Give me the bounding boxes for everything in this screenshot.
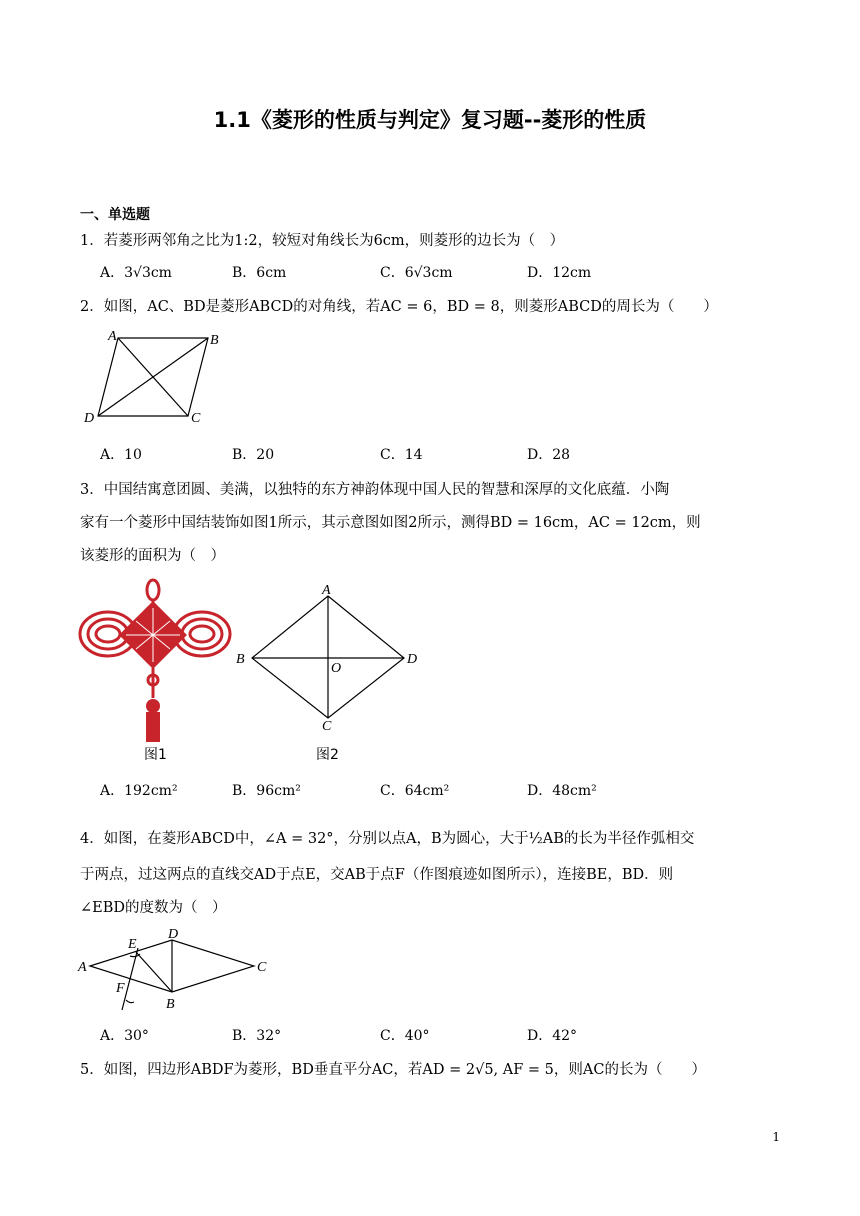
label-c: C xyxy=(191,411,201,426)
q3-option-a: A．192cm² xyxy=(100,783,178,799)
question-3-line3: 该菱形的面积为（ ） xyxy=(80,548,225,564)
question-2-text: 如图，AC、BD是菱形ABCD的对角线，若AC = 6，BD = 8，则菱形ABCD的周长为（ ） xyxy=(103,299,718,315)
label-a: A xyxy=(108,329,117,344)
rhombus-figure-q2 xyxy=(78,326,228,430)
question-4-line1: 4．如图，在菱形ABCD中，∠A = 32°，分别以点A，B为圆心，大于½AB的长为半径作弧相交 xyxy=(80,831,695,847)
question-1-text: 若菱形两邻角之比为1:2，较短对角线长为6cm，则菱形的边长为（ ） xyxy=(103,233,565,249)
label-c: C xyxy=(257,960,267,975)
page-number: 1 xyxy=(772,1130,780,1144)
question-3-line2: 家有一个菱形中国结装饰如图1所示，其示意图如图2所示，测得BD = 16cm，AC = 12cm，则 xyxy=(80,515,701,531)
q3-option-c: C．64cm² xyxy=(380,783,450,799)
question-2: 2．如图，AC、BD是菱形ABCD的对角线，若AC = 6，BD = 8，则菱形ABCD的周长为（ ） xyxy=(80,299,718,315)
label-e: E xyxy=(128,937,137,952)
section-heading: 一、单选题 xyxy=(80,207,150,223)
q1-option-c: C．6√3cm xyxy=(380,265,453,281)
q2-option-a: A．10 xyxy=(100,447,142,463)
figure-2-caption: 图2 xyxy=(316,747,339,763)
q4-option-b: B．32° xyxy=(232,1028,282,1044)
q1-option-d: D．12cm xyxy=(527,265,592,281)
q1-option-b: B．6cm xyxy=(232,265,287,281)
question-4-line2: 于两点，过这两点的直线交AD于点E，交AB于点F（作图痕迹如图所示），连接BE，BD．则 xyxy=(80,867,674,883)
label-c: C xyxy=(322,719,332,734)
rhombus-figure-q3 xyxy=(234,584,424,734)
label-o: O xyxy=(331,661,342,676)
question-1: 1．若菱形两邻角之比为1:2，较短对角线长为6cm，则菱形的边长为（ ） xyxy=(80,233,565,249)
question-4-line3: ∠EBD的度数为（ ） xyxy=(80,900,227,916)
q3-option-b: B．96cm² xyxy=(232,783,301,799)
label-b: B xyxy=(166,997,175,1012)
figure-1-caption: 图1 xyxy=(144,747,167,763)
q2-option-b: B．20 xyxy=(232,447,275,463)
q2-option-d: D．28 xyxy=(527,447,571,463)
label-a: A xyxy=(78,960,87,975)
q1-option-a: A．3√3cm xyxy=(100,265,172,281)
label-d: D xyxy=(84,411,95,426)
label-f: F xyxy=(116,981,125,996)
label-d: D xyxy=(407,652,418,667)
label-b: B xyxy=(210,333,219,348)
q4-option-d: D．42° xyxy=(527,1028,578,1044)
page-title: 1.1《菱形的性质与判定》复习题--菱形的性质 xyxy=(213,108,647,132)
label-a: A xyxy=(322,584,331,598)
q3-option-d: D．48cm² xyxy=(527,783,597,799)
rhombus-figure-q4 xyxy=(76,926,276,1026)
label-d: D xyxy=(168,927,179,942)
question-5: 5．如图，四边形ABDF为菱形，BD垂直平分AC，若AD = 2√5, AF = 5，则AC的长为（ ） xyxy=(80,1062,706,1078)
label-b: B xyxy=(236,652,245,667)
q4-option-a: A．30° xyxy=(100,1028,149,1044)
question-3-line1: 3．中国结寓意团圆、美满，以独特的东方神韵体现中国人民的智慧和深厚的文化底蕴．小陶 xyxy=(80,482,670,498)
chinese-knot-image xyxy=(76,576,234,744)
q4-option-c: C．40° xyxy=(380,1028,430,1044)
q2-option-c: C．14 xyxy=(380,447,423,463)
question-5-text: 如图，四边形ABDF为菱形，BD垂直平分AC，若AD = 2√5, AF = 5，则AC的长为（ ） xyxy=(103,1062,706,1078)
